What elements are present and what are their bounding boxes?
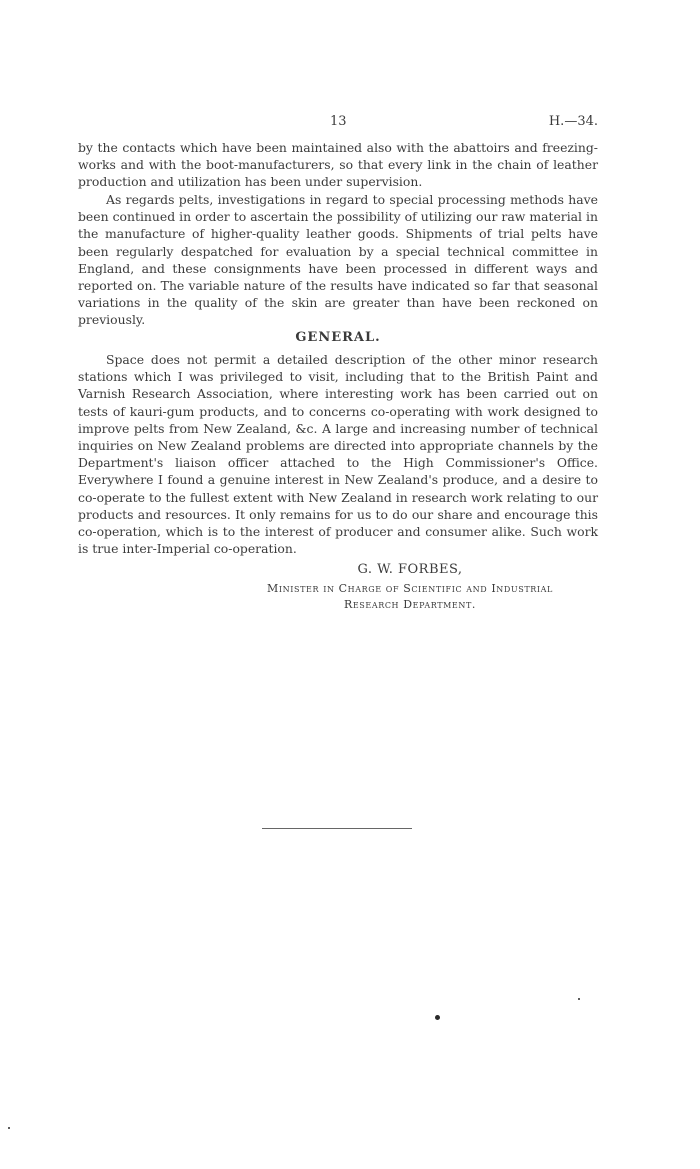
ink-speck: [435, 1015, 440, 1020]
signature-name: G. W. FORBES,: [357, 562, 463, 577]
paragraph-general: Space does not permit a detailed description of the other minor research stations which I was privileged to visit, including that to the British Paint and Varnish Research Association, where interesting work has been carried out on tests of kauri-gum products, and to concerns co-operating with work designed to improve pelts from New Zealand, &c. A large and increasing number of technical inquiries on New Zealand problems are directed into appropriate channels by the Department's liaison officer attached to the High Commissioner's Office. Everywhere I found a genuine interest in New Zealand's produce, and a desire to co-operate to the fullest extent with New Zealand in research work relating to our products and resources. It only remains for us to do our share and encourage this co-operation, which is to the interest of producer and consumer alike. Such work is true inter-Imperial co-operation.: [78, 352, 598, 557]
paragraph-pelts: As regards pelts, investigations in regard to special processing methods have been continued in order to ascertain the possibility of utilizing our raw material in the manufacture of higher-quality leather goods. Shipments of trial pelts have been regularly despatched for evaluation by a special technical committee in England, and these consignments have been processed in different ways and reported on. The variable nature of the results have indicated so far that seasonal variations in the quality of the skin are greater than have been reckoned on previously.: [78, 192, 598, 328]
signature-title-line-1: Minister in Charge of Scientific and Industrial: [267, 582, 553, 595]
document-reference: H.—34.: [548, 114, 598, 129]
page-number: 13: [330, 114, 347, 129]
signature-title-line-2: Research Department.: [343, 598, 476, 611]
section-heading-general: GENERAL.: [295, 330, 381, 345]
page-header: [78, 114, 598, 134]
ink-speck: [8, 1127, 10, 1129]
paragraph-leather-supervision: by the contacts which have been maintained also with the abattoirs and freezing-works and with the boot-manufacturers, so that every link in the chain of leather production and utilization has been under supervision.: [78, 140, 598, 190]
ink-speck: [578, 998, 580, 1000]
end-rule: [262, 828, 412, 829]
